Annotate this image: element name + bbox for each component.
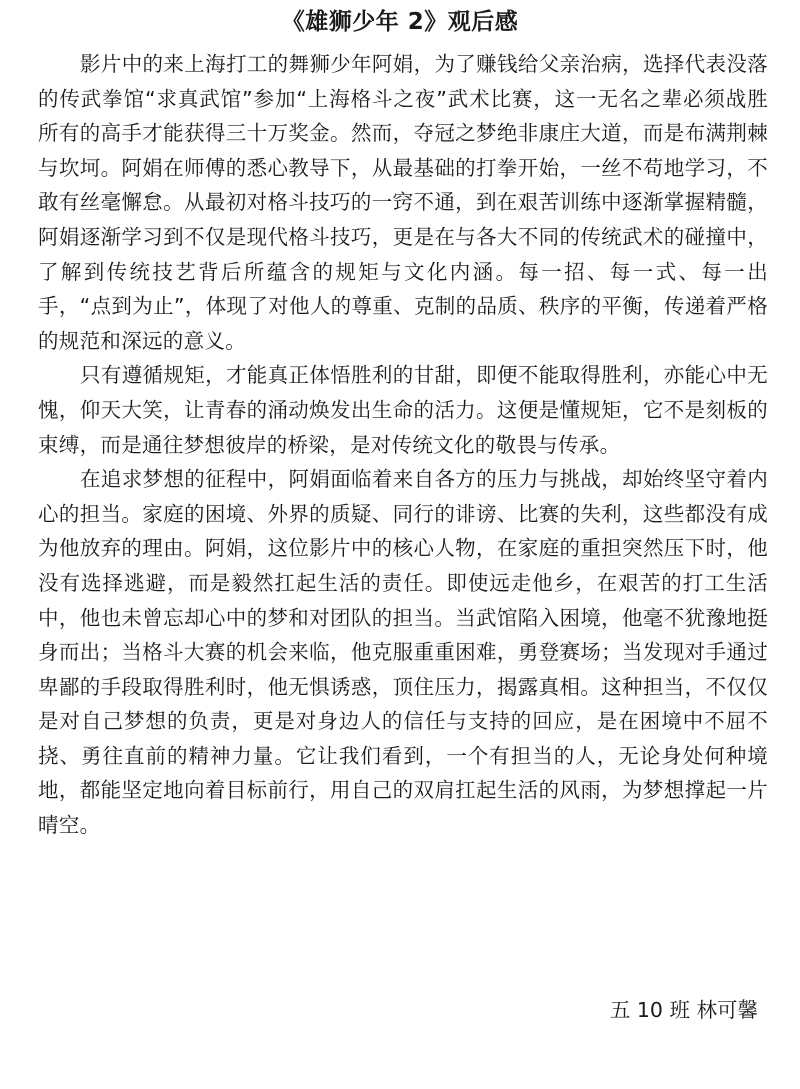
author-signature: 五 10 班 林可馨 xyxy=(609,998,758,1022)
paragraph-1: 影片中的来上海打工的舞狮少年阿娟，为了赚钱给父亲治病，选择代表没落的传武拳馆“求真武馆”参加“上海格斗之夜”武术比赛，这一无名之辈必须战胜所有的高手才能获得三十万奖金。然而，夺冠之梦绝非康庄大道，而是布满荆棘与坎坷。阿娟在师傅的悉心教导下，从最基础的打拳开始，一丝不苟地学习，不敢有丝毫懈怠。从最初对格斗技巧的一窍不通，到在艰苦训练中逐渐掌握精髓，阿娟逐渐学习到不仅是现代格斗技巧，更是在与各大不同的传统武术的碰撞中，了解到传统技艺背后所蕴含的规矩与文化内涵。每一招、每一式、每一出手，“点到为止”，体现了对他人的尊重、克制的品质、秩序的平衡，传递着严格的规范和深远的意义。 xyxy=(38,52,768,353)
paragraph-2: 只有遵循规矩，才能真正体悟胜利的甘甜，即便不能取得胜利，亦能心中无愧，仰天大笑，让青春的涌动焕发出生命的活力。这便是懂规矩，它不是刻板的束缚，而是通往梦想彼岸的桥梁，是对传统文化的敬畏与传承。 xyxy=(38,363,768,457)
document-body xyxy=(38,47,768,843)
document-title: 《雄狮少年 2》观后感 xyxy=(281,9,519,35)
paragraph-3: 在追求梦想的征程中，阿娟面临着来自各方的压力与挑战，却始终坚守着内心的担当。家庭的困境、外界的质疑、同行的诽谤、比赛的失利，这些都没有成为他放弃的理由。阿娟，这位影片中的核心人物，在家庭的重担突然压下时，他没有选择逃避，而是毅然扛起生活的责任。即使远走他乡，在艰苦的打工生活中，他也未曾忘却心中的梦和对团队的担当。当武馆陷入困境，他毫不犹豫地挺身而出；当格斗大赛的机会来临，他克服重重困难，勇登赛场；当发现对手通过卑鄙的手段取得胜利时，他无惧诱惑，顶住压力，揭露真相。这种担当，不仅仅是对自己梦想的负责，更是对身边人的信任与支持的回应，是在困境中不屈不挠、勇往直前的精神力量。它让我们看到，一个有担当的人，无论身处何种境地，都能坚定地向着目标前行，用自己的双肩扛起生活的风雨，为梦想撑起一片晴空。 xyxy=(38,467,768,838)
